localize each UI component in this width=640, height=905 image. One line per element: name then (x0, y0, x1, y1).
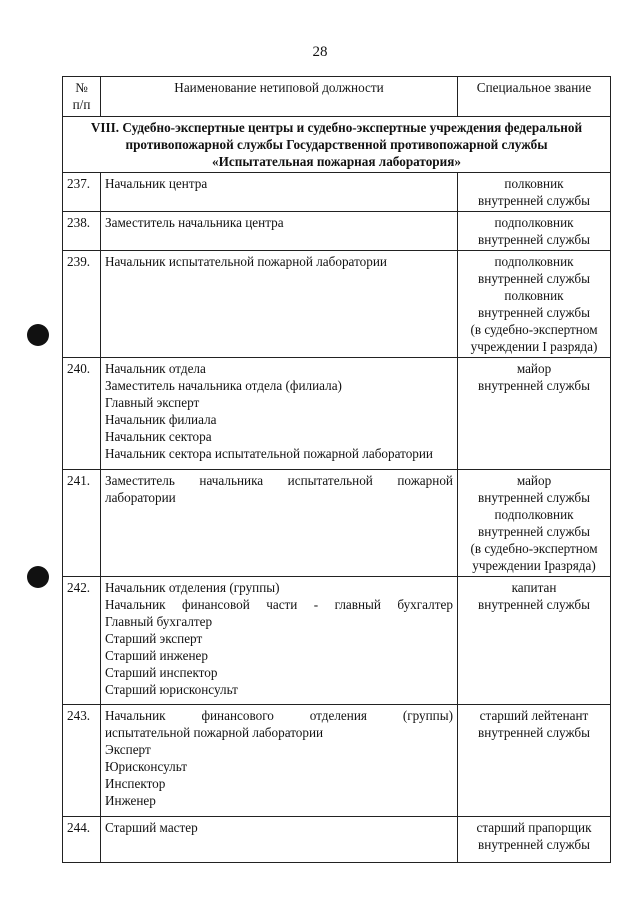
rank-line: (в судебно-экспертном (470, 322, 598, 337)
rank-line: (в судебно-экспертном (470, 541, 598, 556)
rank-line: внутренней службы (478, 837, 590, 852)
header-number (63, 77, 101, 117)
table-row (63, 212, 611, 251)
position-word: начальника (199, 473, 264, 488)
position-title-justified (105, 472, 453, 489)
rank-line: внутренней службы (478, 524, 590, 539)
binder-hole-mark (27, 324, 49, 346)
row-rank (458, 358, 611, 470)
position-title-justified (105, 596, 453, 613)
position-title-justified (105, 707, 453, 724)
position-title: Эксперт (105, 742, 151, 757)
rank-line: внутренней службы (478, 597, 590, 612)
position-title: Юрисконсульт (105, 759, 187, 774)
rank-line: капитан (511, 580, 557, 595)
position-word: пожарной (397, 473, 453, 488)
position-title: Начальник испытательной пожарной лаборатории (105, 254, 387, 269)
position-word: финансовой (181, 597, 250, 612)
rank-line: майор (516, 473, 552, 488)
section-row (63, 117, 611, 173)
row-number: 243. (63, 705, 101, 817)
position-title: Заместитель начальника отдела (филиала) (105, 378, 342, 393)
row-number: 237. (63, 173, 101, 212)
rank-line: учреждении Iразряда) (472, 558, 596, 573)
rank-line: внутренней службы (478, 193, 590, 208)
position-title: Начальник отдела (105, 361, 206, 376)
position-word: Заместитель (105, 473, 175, 488)
position-word: Начальник (105, 597, 166, 612)
row-number: 244. (63, 817, 101, 863)
rank-line: подполковник (494, 215, 574, 230)
row-rank (458, 577, 611, 705)
row-positions (101, 173, 458, 212)
table-row (63, 358, 611, 470)
position-title: Главный бухгалтер (105, 614, 213, 629)
table-row (63, 251, 611, 358)
header-number-sign: № (75, 80, 88, 95)
position-title: Старший эксперт (105, 631, 203, 646)
rank-line: внутренней службы (478, 232, 590, 247)
row-number: 239. (63, 251, 101, 358)
position-word: Начальник (105, 708, 166, 723)
table-row (63, 470, 611, 577)
position-title: Начальник сектора (105, 429, 212, 444)
position-title: Инспектор (105, 776, 166, 791)
row-number: 238. (63, 212, 101, 251)
header-number-abbrev: п/п (72, 97, 91, 112)
rank-line: внутренней службы (478, 490, 590, 505)
row-rank (458, 251, 611, 358)
rank-line: полковник (504, 288, 564, 303)
position-word: - (313, 597, 319, 612)
position-title: Старший юрисконсульт (105, 682, 238, 697)
position-title: Старший инспектор (105, 665, 218, 680)
row-rank (458, 817, 611, 863)
rank-line: подполковник (494, 507, 574, 522)
row-positions (101, 251, 458, 358)
rank-line: майор (516, 361, 552, 376)
row-positions (101, 212, 458, 251)
rank-line: учреждении I разряда) (470, 339, 598, 354)
rank-line: старший прапорщик (476, 820, 592, 835)
position-word: испытательной (287, 473, 373, 488)
row-positions (101, 470, 458, 577)
table-row (63, 577, 611, 705)
position-word: финансового (201, 708, 274, 723)
section-title-line: противопожарной службы Государственной противопожарной службы (125, 137, 548, 152)
rank-line: полковник (504, 176, 564, 191)
position-word: главный (334, 597, 381, 612)
row-number: 240. (63, 358, 101, 470)
row-rank (458, 212, 611, 251)
page-number: 28 (312, 44, 328, 60)
row-rank (458, 705, 611, 817)
position-word: отделения (309, 708, 367, 723)
position-title: Старший мастер (105, 820, 198, 835)
position-title: испытательной пожарной лаборатории (105, 725, 324, 740)
rank-line: старший лейтенант (479, 708, 589, 723)
rank-line: внутренней службы (478, 305, 590, 320)
position-title: Старший инженер (105, 648, 208, 663)
position-word: (группы) (402, 708, 453, 723)
section-title-line: VIII. Судебно-экспертные центры и судебно-экспертные учреждения федеральной (90, 120, 583, 135)
table-row (63, 705, 611, 817)
rank-line: внутренней службы (478, 725, 590, 740)
table-row (63, 817, 611, 863)
position-title: Заместитель начальника центра (105, 215, 284, 230)
section-title-line: «Испытательная пожарная лаборатория» (212, 154, 461, 169)
position-title: Начальник филиала (105, 412, 217, 427)
rank-line: подполковник (494, 254, 574, 269)
row-positions (101, 577, 458, 705)
rank-line: внутренней службы (478, 378, 590, 393)
table-row (63, 173, 611, 212)
positions-table (62, 76, 611, 863)
position-title: лаборатории (105, 490, 176, 505)
header-special-rank: Специальное звание (458, 77, 611, 117)
position-title: Начальник центра (105, 176, 208, 191)
position-title: Начальник сектора испытательной пожарной лаборатории (105, 446, 433, 461)
row-rank (458, 173, 611, 212)
row-number: 241. (63, 470, 101, 577)
position-word: части (266, 597, 298, 612)
section-title (63, 117, 611, 173)
position-word: бухгалтер (397, 597, 453, 612)
row-positions (101, 817, 458, 863)
table-header-row (63, 77, 611, 117)
rank-line: внутренней службы (478, 271, 590, 286)
position-title: Инженер (105, 793, 156, 808)
position-title: Главный эксперт (105, 395, 200, 410)
header-position-name: Наименование нетиповой должности (101, 77, 458, 117)
row-rank (458, 470, 611, 577)
row-positions (101, 358, 458, 470)
row-number: 242. (63, 577, 101, 705)
binder-hole-mark (27, 566, 49, 588)
position-title: Начальник отделения (группы) (105, 580, 280, 595)
row-positions (101, 705, 458, 817)
